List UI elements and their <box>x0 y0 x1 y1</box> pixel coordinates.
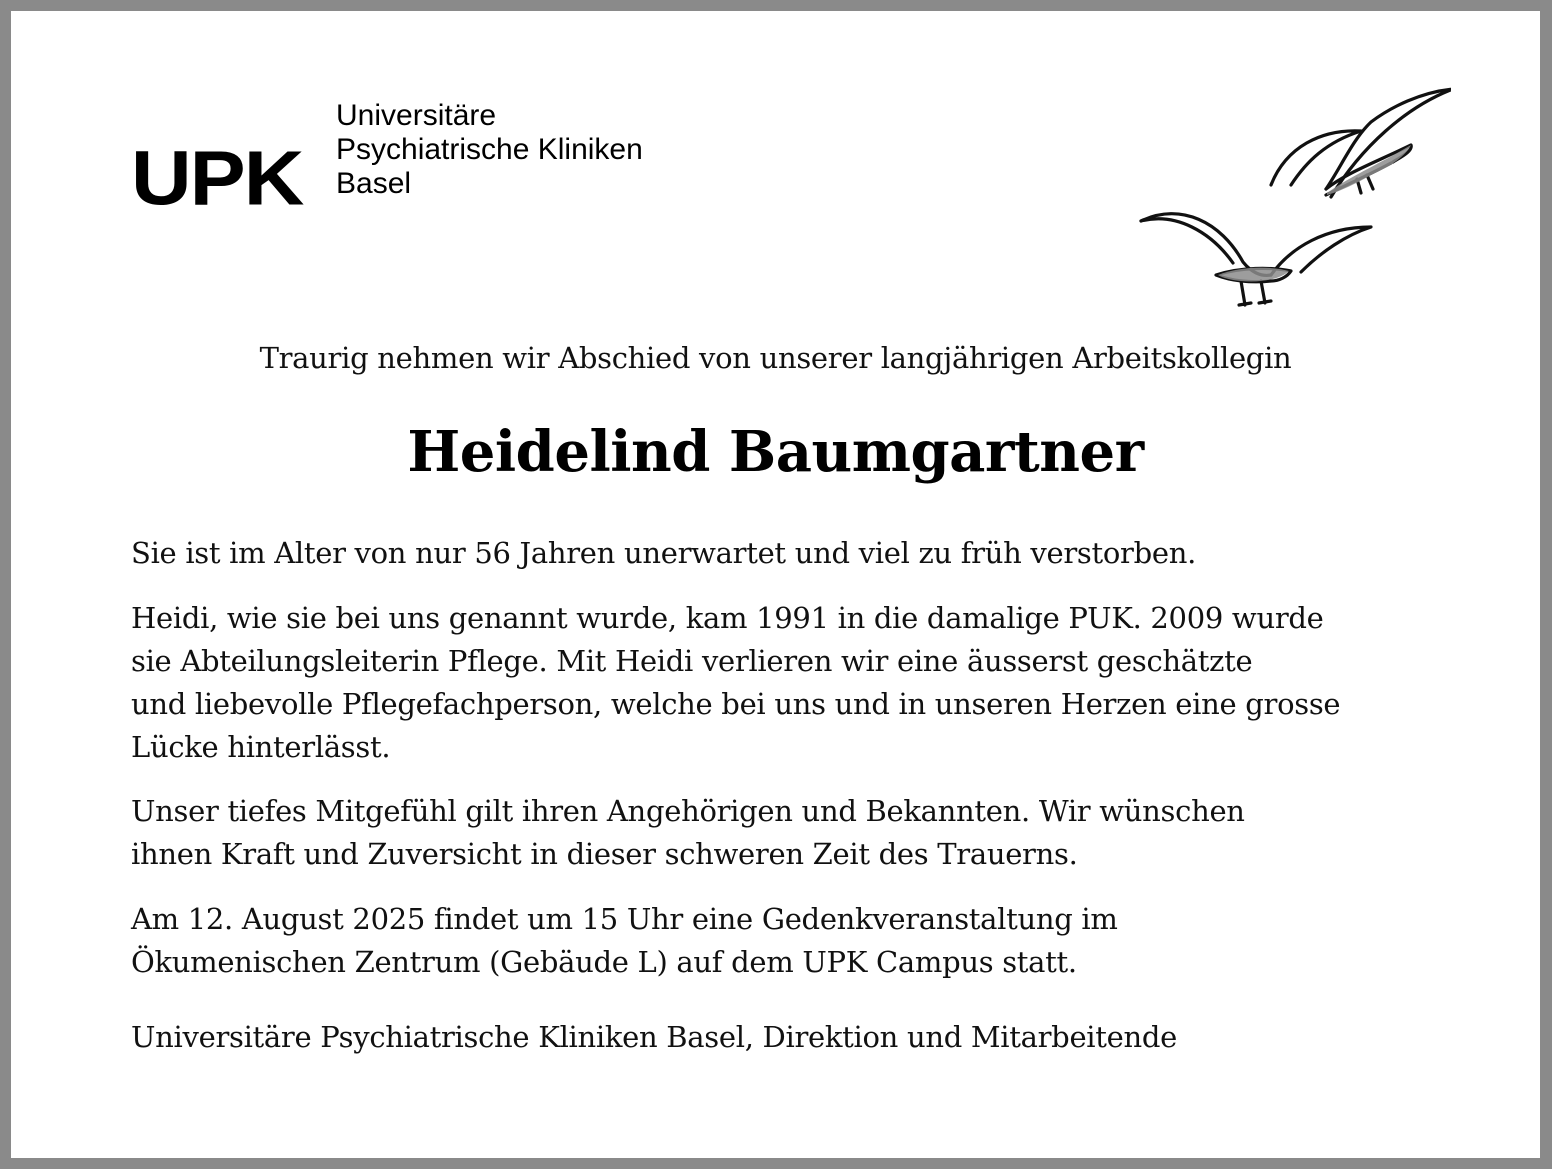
signature-line <box>131 1016 1431 1059</box>
seagulls-icon <box>1121 67 1451 307</box>
intro-line: Traurig nehmen wir Abschied von unserer langjährigen Arbeitskollegin <box>259 341 1292 375</box>
paragraph-memorial <box>131 898 1431 984</box>
paragraph-line: sie Abteilungsleiterin Pflege. Mit Heidi verlieren wir eine äusserst geschätzte <box>131 644 1253 678</box>
paragraph-age <box>131 532 1431 575</box>
paragraph-line: und liebevolle Pflegefachperson, welche bei uns und in unseren Herzen eine grosse <box>131 687 1341 721</box>
paragraph-line: ihnen Kraft und Zuversicht in dieser schweren Zeit des Trauerns. <box>131 837 1078 871</box>
deceased-name: Heidelind Baumgartner <box>407 419 1144 485</box>
logo-line-1: Universitäre <box>336 99 497 132</box>
logo-line-3: Basel <box>336 167 412 200</box>
paragraph-line: Ökumenischen Zentrum (Gebäude L) auf dem UPK Campus statt. <box>131 945 1077 979</box>
paragraph-line: Sie ist im Alter von nur 56 Jahren unerwartet und viel zu früh verstorben. <box>131 536 1196 570</box>
obituary-page <box>11 11 1540 1158</box>
paragraph-line: Unser tiefes Mitgefühl gilt ihren Angehörigen und Bekannten. Wir wünschen <box>131 794 1245 828</box>
logo-mark: UPK <box>131 134 303 221</box>
logo-line-2: Psychiatrische Kliniken <box>336 133 643 166</box>
paragraph-condolence <box>131 790 1431 876</box>
paragraph-line: Heidi, wie sie bei uns genannt wurde, kam 1991 in die damalige PUK. 2009 wurde <box>131 601 1324 635</box>
paragraph-line: Am 12. August 2025 findet um 15 Uhr eine Gedenkveranstaltung im <box>131 902 1118 936</box>
paragraph-line: Lücke hinterlässt. <box>131 730 391 764</box>
paragraph-line: Universitäre Psychiatrische Kliniken Basel, Direktion und Mitarbeitende <box>131 1020 1177 1054</box>
logo-text <box>336 99 643 201</box>
paragraph-career <box>131 597 1431 769</box>
